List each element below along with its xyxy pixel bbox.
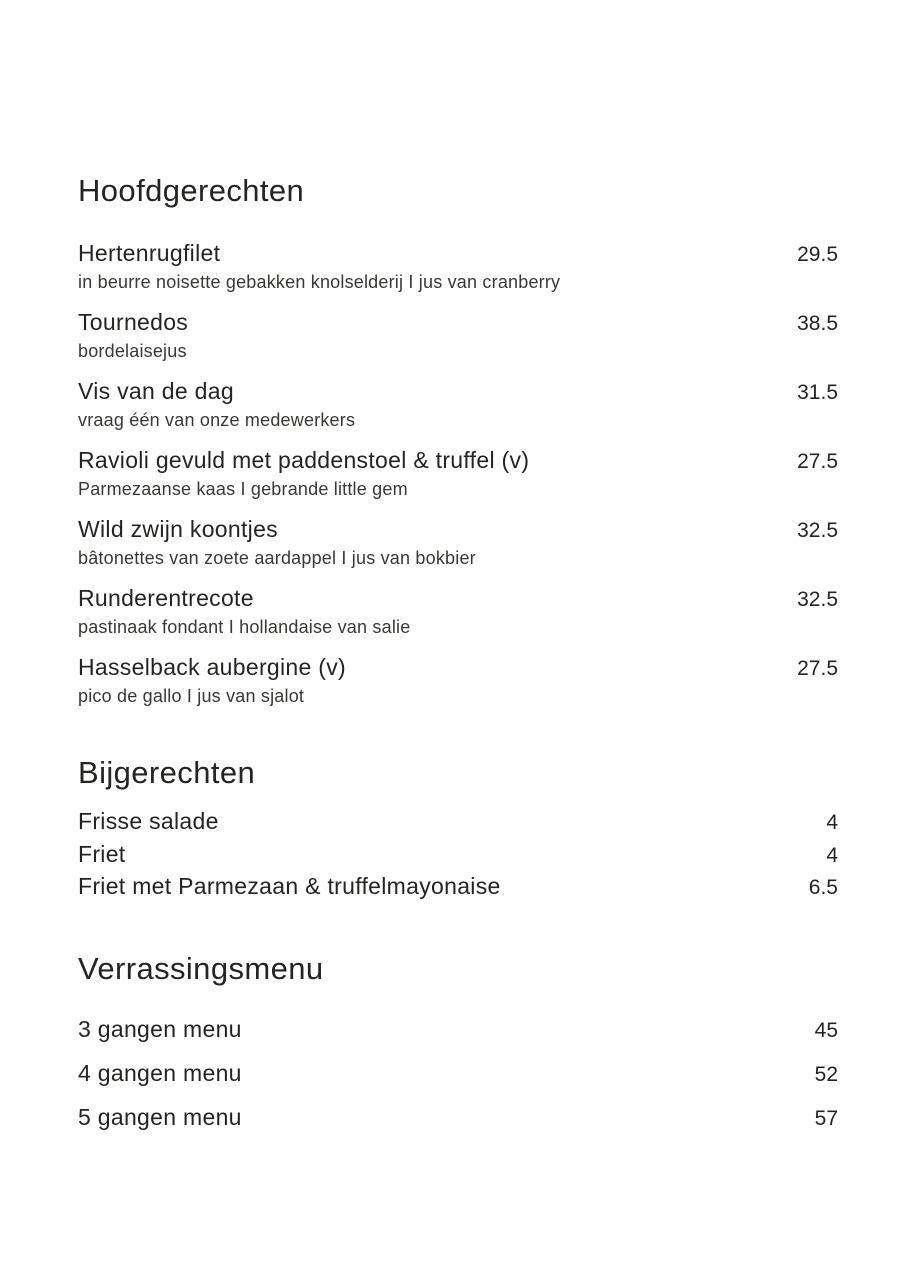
menu-item <box>78 514 838 570</box>
menu-item <box>78 1058 838 1090</box>
item-price: 4 <box>826 843 838 867</box>
menu-item <box>78 652 838 708</box>
menu-item-row <box>78 445 838 477</box>
menu-item <box>78 445 838 501</box>
item-name: Ravioli gevuld met paddenstoel & truffel (v) <box>78 447 530 473</box>
item-name: 5 gangen menu <box>78 1103 242 1130</box>
item-price: 45 <box>814 1018 838 1042</box>
section-title: Verrassingsmenu <box>78 950 324 986</box>
item-price: 32.5 <box>797 588 838 611</box>
item-description: pastinaak fondant I hollandaise van salie <box>78 617 411 637</box>
item-name: 3 gangen menu <box>78 1015 242 1042</box>
item-price: 29.5 <box>797 243 838 266</box>
menu-item-row <box>78 1014 838 1046</box>
item-price: 31.5 <box>797 381 838 404</box>
menu-item <box>78 1102 838 1134</box>
menu-item-row <box>78 514 838 546</box>
menu-item-row <box>78 652 838 684</box>
item-price: 6.5 <box>808 876 838 899</box>
menu-sections <box>78 172 838 1134</box>
item-name: Hertenrugfilet <box>78 240 221 266</box>
item-price: 52 <box>814 1062 838 1086</box>
section-items <box>78 1014 838 1134</box>
section-items <box>78 238 838 708</box>
menu-item <box>78 376 838 432</box>
item-price: 32.5 <box>797 519 838 542</box>
section-items <box>78 806 838 904</box>
item-price: 27.5 <box>797 657 838 680</box>
menu-item-row <box>78 307 838 339</box>
menu-section-spaced <box>78 950 838 1134</box>
item-price: 27.5 <box>797 450 838 473</box>
menu-item <box>78 839 838 872</box>
menu-item <box>78 238 838 294</box>
item-price: 4 <box>826 811 838 834</box>
item-description: in beurre noisette gebakken knolselderij I jus van cranberry <box>78 272 561 292</box>
item-name: Runderentrecote <box>78 585 254 611</box>
menu-item-row <box>78 1058 838 1090</box>
item-description: vraag één van onze medewerkers <box>78 410 356 430</box>
menu-item <box>78 583 838 639</box>
item-name: Vis van de dag <box>78 378 234 404</box>
item-description: bordelaisejus <box>78 341 187 361</box>
section-title: Hoofdgerechten <box>78 173 305 208</box>
menu-item-row <box>78 583 838 615</box>
item-name: Tournedos <box>78 309 189 335</box>
item-name: Friet <box>78 840 126 867</box>
menu-item-row <box>78 806 838 839</box>
menu-item-row <box>78 376 838 408</box>
item-name: Friet met Parmezaan & truffelmayonaise <box>78 873 501 899</box>
item-description: Parmezaanse kaas I gebrande little gem <box>78 479 408 499</box>
item-name: Frisse salade <box>78 808 219 834</box>
menu-item-row <box>78 238 838 270</box>
item-name: Hasselback aubergine (v) <box>78 654 346 680</box>
menu-item <box>78 806 838 839</box>
menu-section-compact <box>78 754 838 904</box>
item-name: 4 gangen menu <box>78 1059 242 1086</box>
item-name: Wild zwijn koontjes <box>78 516 278 542</box>
item-description: pico de gallo I jus van sjalot <box>78 686 305 706</box>
item-price: 38.5 <box>797 312 838 335</box>
section-title: Bijgerechten <box>78 755 256 790</box>
menu-section-main <box>78 172 838 708</box>
menu-item <box>78 1014 838 1046</box>
menu-item <box>78 307 838 363</box>
menu-item-row <box>78 1102 838 1134</box>
menu-item-row <box>78 839 838 872</box>
item-price: 57 <box>814 1106 838 1130</box>
item-description: bâtonettes van zoete aardappel I jus van bokbier <box>78 548 476 568</box>
menu-item-row <box>78 871 838 904</box>
menu-item <box>78 871 838 904</box>
